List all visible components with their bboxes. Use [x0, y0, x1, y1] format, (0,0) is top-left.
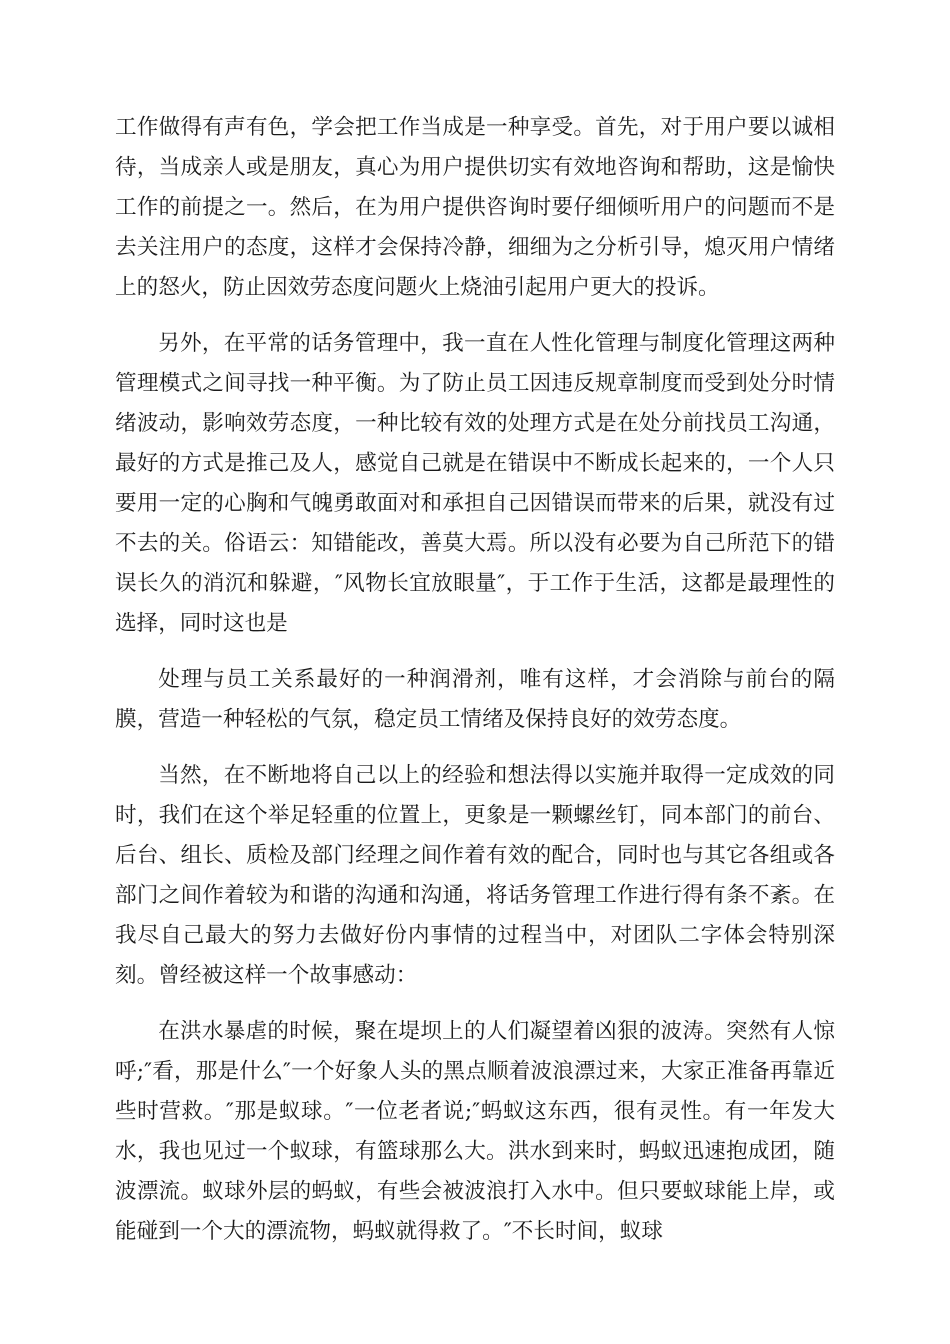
paragraph-5: 在洪水暴虐的时候，聚在堤坝上的人们凝望着凶狠的波涛。突然有人惊呼;″看，那是什么″一个好象人头的黑点顺着波浪漂过来，大家正准备再靠近些时营救。″那是蚁球。″一位老者说;″蚂蚁这东西，很有灵性。有一年发大水，我也见过一个蚁球，有篮球那么大。洪水到来时，蚂蚁迅速抱成团，随波漂流。蚁球外层的蚂蚁，有些会被波浪打入水中。但只要蚁球能上岸，或能碰到一个大的漂流物，蚂蚁就得救了。″不长时间，蚁球	[115, 1019, 835, 1244]
paragraph-4: 当然，在不断地将自己以上的经验和想法得以实施并取得一定成效的同时，我们在这个举足轻重的位置上，更象是一颗螺丝钉，同本部门的前台、后台、组长、质检及部门经理之间作着有效的配合，同时也与其它各组或各部门之间作着较为和谐的沟通和沟通，将话务管理工作进行得有条不紊。在我尽自己最大的努力去做好份内事情的过程当中，对团队二字体会特别深刻。曾经被这样一个故事感动：	[115, 763, 835, 988]
paragraph-3: 处理与员工关系最好的一种润滑剂，唯有这样，才会消除与前台的隔膜，营造一种轻松的气氛，稳定员工情绪及保持良好的效劳态度。	[115, 667, 835, 732]
paragraph-2: 另外，在平常的话务管理中，我一直在人性化管理与制度化管理这两种管理模式之间寻找一种平衡。为了防止员工因违反规章制度而受到处分时情绪波动，影响效劳态度，一种比较有效的处理方式是在处分前找员工沟通，最好的方式是推己及人，感觉自己就是在错误中不断成长起来的，一个人只要用一定的心胸和气魄勇敢面对和承担自己因错误而带来的后果，就没有过不去的关。俗语云：知错能改，善莫大焉。所以没有必要为自己所范下的错误长久的消沉和躲避，″风物长宜放眼量″，于工作于生活，这都是最理性的选择，同时这也是	[115, 331, 835, 636]
paragraph-1: 工作做得有声有色，学会把工作当成是一种享受。首先，对于用户要以诚相待，当成亲人或是朋友，真心为用户提供切实有效地咨询和帮助，这是愉快工作的前提之一。然后，在为用户提供咨询时要仔细倾听用户的问题而不是去关注用户的态度，这样才会保持冷静，细细为之分析引导，熄灭用户情绪上的怒火，防止因效劳态度问题火上烧油引起用户更大的投诉。	[115, 115, 835, 300]
document-body	[115, 108, 835, 1252]
